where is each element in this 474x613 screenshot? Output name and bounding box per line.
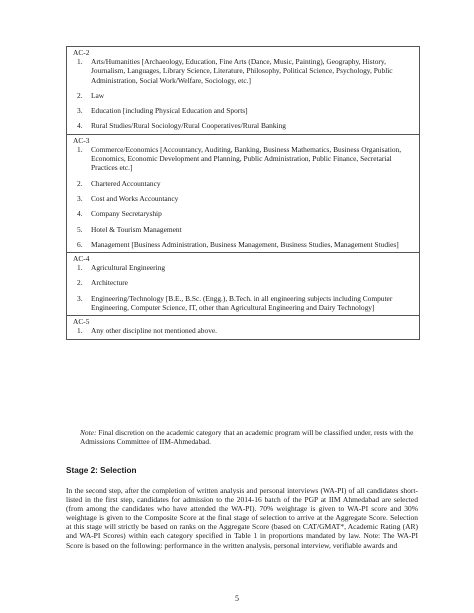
ac-title: AC-3	[73, 135, 90, 145]
item-text: Management [Business Administration, Business Management, Business Studies, Management Studies]	[91, 239, 399, 249]
list-item	[73, 326, 413, 335]
item-number: 3.	[77, 293, 83, 303]
list-item	[73, 209, 413, 218]
item-number: 1.	[77, 144, 83, 154]
item-text: Engineering/Technology [B.E., B.Sc. (Engg.), B.Tech. in all engineering subjects including Computer Engineering, Computer Science, IT, other than Agricultural Engineering and Dairy Technology]	[91, 293, 393, 313]
item-text: Commerce/Economics [Accountancy, Auditing, Banking, Business Mathematics, Business Organisation, Economics, Economic Development and Planning, Public Administration, Public Finance, Secretarial Practices etc.]	[91, 144, 402, 173]
item-number: 2.	[77, 178, 83, 188]
list-item	[73, 121, 413, 130]
item-number: 5.	[77, 224, 83, 234]
item-number: 2.	[77, 278, 83, 288]
ac-title: AC-5	[73, 317, 90, 327]
item-number: 3.	[77, 193, 83, 203]
item-number: 6.	[77, 239, 83, 249]
ac-block-5	[67, 316, 419, 339]
page-number: 5	[235, 594, 239, 603]
academic-category-table	[66, 46, 420, 340]
item-text: Rural Studies/Rural Sociology/Rural Cooperatives/Rural Banking	[91, 121, 287, 131]
list-item	[73, 106, 413, 115]
item-text: Law	[91, 90, 105, 100]
item-number: 1.	[77, 57, 83, 66]
item-text: Cost and Works Accountancy	[91, 193, 179, 203]
item-number: 3.	[77, 106, 83, 116]
item-text: Education [including Physical Education and Sports]	[91, 106, 248, 116]
list-item	[73, 240, 413, 249]
table-note	[80, 428, 416, 447]
item-number: 1.	[77, 263, 83, 273]
item-number: 4.	[77, 121, 83, 131]
item-text: Any other discipline not mentioned above.	[91, 326, 218, 336]
item-text: Company Secretaryship	[91, 209, 162, 219]
ac-block-3	[67, 135, 419, 253]
ac-block-2	[67, 47, 419, 135]
list-item	[73, 263, 413, 272]
item-number: 4.	[77, 209, 83, 219]
list-item	[73, 294, 413, 313]
item-text: Agricultural Engineering	[91, 263, 166, 273]
item-text: Hotel & Tourism Management	[91, 224, 182, 234]
ac-title: AC-2	[73, 48, 90, 57]
list-item	[73, 194, 413, 203]
list-item	[73, 145, 413, 173]
list-item	[73, 57, 413, 85]
item-text: Architecture	[91, 278, 128, 288]
list-item	[73, 91, 413, 100]
item-text: Chartered Accountancy	[91, 178, 161, 188]
note-label: Note:	[80, 428, 97, 437]
list-item	[73, 225, 413, 234]
section-heading: Stage 2: Selection	[66, 466, 137, 475]
item-number: 1.	[77, 326, 83, 336]
section-paragraph: In the second step, after the completion of written analysis and personal interviews (WA-PI) of all candidates short-listed in the first step, candidates for admission to the 2014-16 batch of the PGP at IIM Ahmedabad are selected (from among the candidates who have attended the WA-PI). 70% weightage is given to WA-PI score and 30% weightage is given to the Composite Score at the final stage of selection to arrive at the Aggregate Score. Selection at this stage will strictly be based on ranks on the Aggregate Score (based on CAT/GMAT*, Academic Rating (AR) and WA-PI Scores) within each category specified in Table 1 in proportions mandated by law. Note: The WA-PI Score is based on the following: performance in the written analysis, personal interview, verifiable awards and	[66, 486, 418, 550]
list-item	[73, 179, 413, 188]
item-text: Arts/Humanities [Archaeology, Education, Fine Arts (Dance, Music, Painting), Geography, History, Journalism, Languages, Library Science, Literature, Philosophy, Political Science, Psychology, Public Administration, Social Work/Welfare, Sociology, etc.]	[91, 57, 393, 85]
note-text: Final discretion on the academic category that an academic program will be classified under, rests with the Admissions Committee of IIM-Ahmedabad.	[80, 428, 414, 447]
list-item	[73, 278, 413, 287]
ac-title: AC-4	[73, 254, 90, 264]
item-number: 2.	[77, 90, 83, 100]
ac-block-4	[67, 253, 419, 316]
